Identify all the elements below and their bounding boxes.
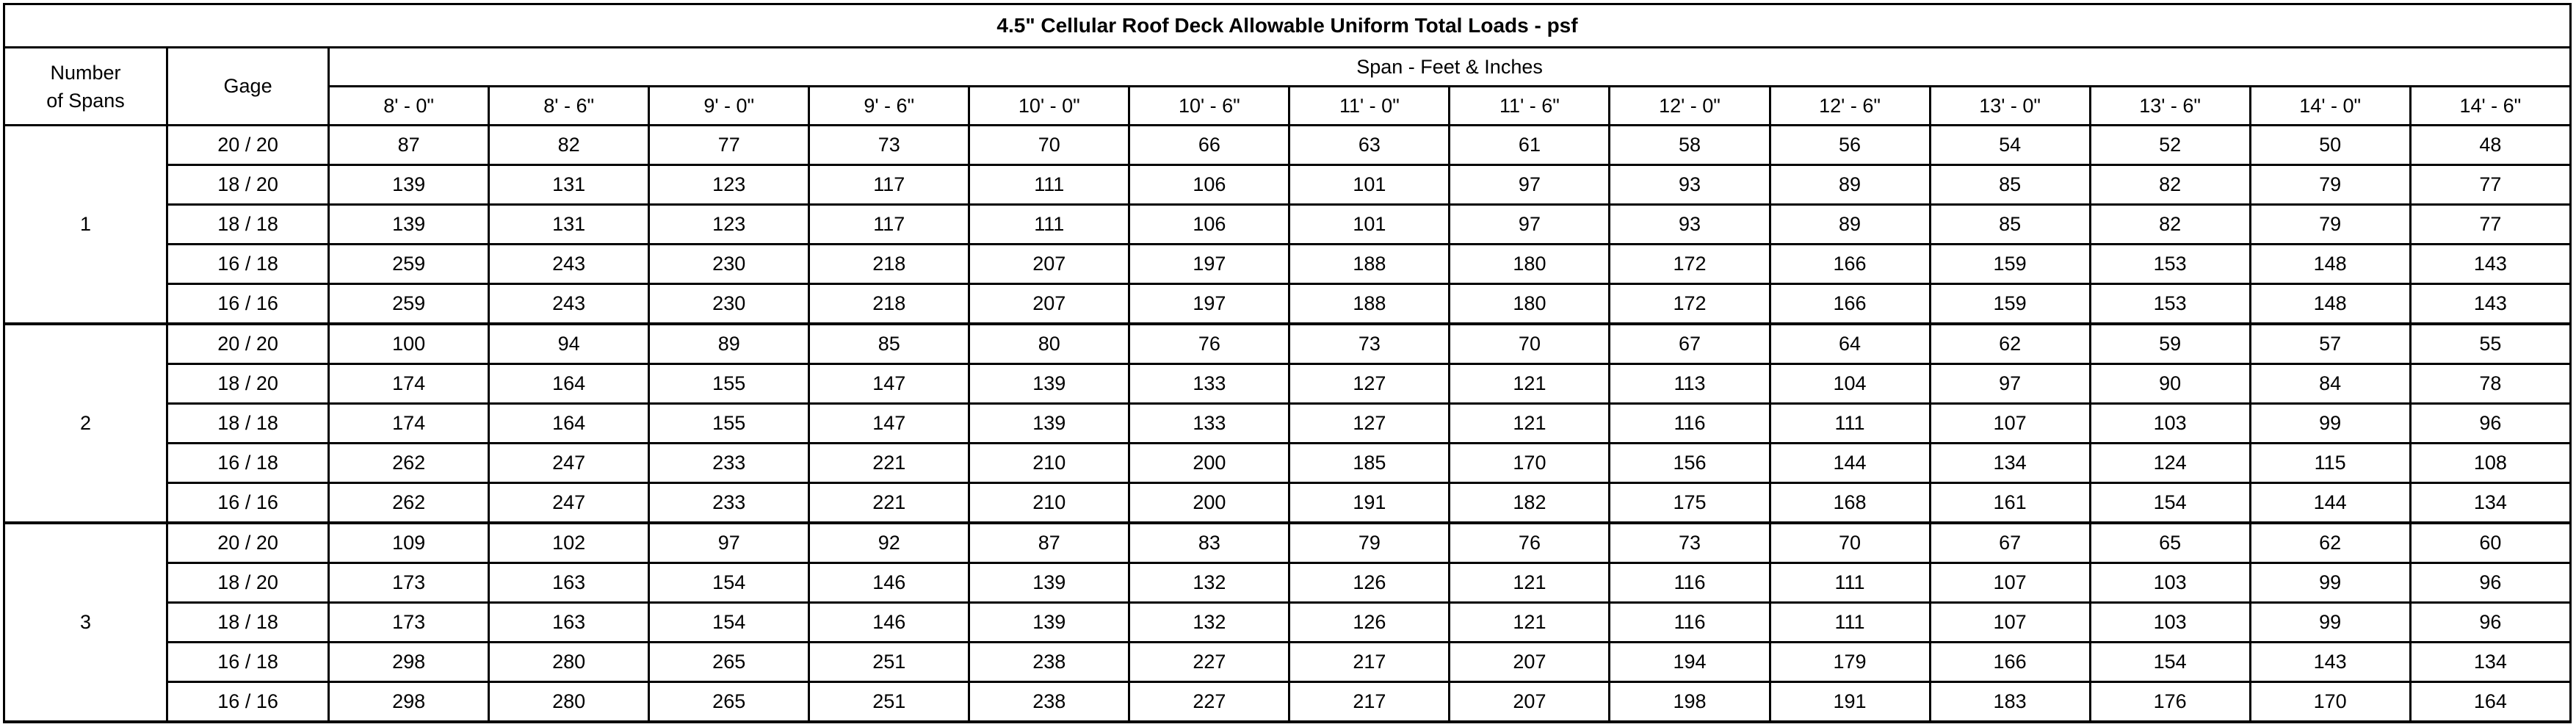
load-value-cell: 156 (1610, 444, 1770, 483)
load-value-cell: 87 (969, 523, 1129, 563)
load-value-cell: 259 (329, 245, 489, 284)
load-value-cell: 121 (1450, 563, 1610, 603)
span-column-header: 9' - 0" (649, 87, 809, 126)
load-value-cell: 298 (329, 682, 489, 723)
load-value-cell: 153 (2090, 245, 2250, 284)
load-value-cell: 73 (1289, 324, 1450, 364)
table-row (4, 523, 2571, 563)
span-column-header: 14' - 6" (2410, 87, 2570, 126)
load-value-cell: 139 (969, 364, 1129, 404)
load-value-cell: 210 (969, 444, 1129, 483)
load-value-cell: 82 (2090, 205, 2250, 245)
load-value-cell: 97 (1930, 364, 2090, 404)
load-value-cell: 103 (2090, 563, 2250, 603)
load-value-cell: 131 (489, 165, 649, 205)
load-value-cell: 96 (2410, 603, 2570, 643)
load-value-cell: 143 (2250, 643, 2410, 682)
load-value-cell: 101 (1289, 205, 1450, 245)
load-value-cell: 243 (489, 245, 649, 284)
load-value-cell: 93 (1610, 165, 1770, 205)
load-value-cell: 83 (1129, 523, 1289, 563)
load-value-cell: 67 (1610, 324, 1770, 364)
gage-header: Gage (167, 48, 329, 126)
load-value-cell: 183 (1930, 682, 2090, 723)
load-value-cell: 97 (1450, 205, 1610, 245)
gage-cell: 16 / 16 (167, 284, 329, 325)
load-value-cell: 92 (809, 523, 969, 563)
table-row (4, 205, 2571, 245)
load-value-cell: 111 (1770, 404, 1930, 444)
load-value-cell: 185 (1289, 444, 1450, 483)
number-of-spans-header (4, 48, 167, 126)
load-value-cell: 126 (1289, 563, 1450, 603)
load-value-cell: 238 (969, 643, 1129, 682)
load-value-cell: 218 (809, 284, 969, 325)
load-value-cell: 173 (329, 603, 489, 643)
load-value-cell: 78 (2410, 364, 2570, 404)
load-value-cell: 210 (969, 483, 1129, 524)
load-value-cell: 233 (649, 444, 809, 483)
load-value-cell: 191 (1289, 483, 1450, 524)
load-value-cell: 134 (2410, 643, 2570, 682)
load-value-cell: 144 (1770, 444, 1930, 483)
load-value-cell: 127 (1289, 364, 1450, 404)
load-value-cell: 133 (1129, 404, 1289, 444)
load-value-cell: 101 (1289, 165, 1450, 205)
load-value-cell: 154 (649, 563, 809, 603)
load-value-cell: 57 (2250, 324, 2410, 364)
load-value-cell: 108 (2410, 444, 2570, 483)
span-column-header: 13' - 6" (2090, 87, 2250, 126)
load-value-cell: 207 (1450, 643, 1610, 682)
load-value-cell: 111 (1770, 603, 1930, 643)
load-value-cell: 96 (2410, 563, 2570, 603)
load-value-cell: 77 (2410, 205, 2570, 245)
load-value-cell: 77 (649, 126, 809, 165)
load-value-cell: 63 (1289, 126, 1450, 165)
load-value-cell: 139 (969, 603, 1129, 643)
load-value-cell: 79 (1289, 523, 1450, 563)
load-value-cell: 164 (489, 364, 649, 404)
load-value-cell: 159 (1930, 284, 2090, 325)
load-value-cell: 113 (1610, 364, 1770, 404)
load-value-cell: 64 (1770, 324, 1930, 364)
load-value-cell: 116 (1610, 563, 1770, 603)
span-column-header: 11' - 0" (1289, 87, 1450, 126)
table-row (4, 404, 2571, 444)
load-value-cell: 188 (1289, 284, 1450, 325)
load-value-cell: 134 (2410, 483, 2570, 524)
table-header (4, 4, 2571, 126)
load-value-cell: 103 (2090, 603, 2250, 643)
load-value-cell: 147 (809, 404, 969, 444)
table-row (4, 364, 2571, 404)
load-value-cell: 175 (1610, 483, 1770, 524)
number-of-spans-header-line1: Number (50, 61, 121, 84)
number-of-spans-cell: 3 (4, 523, 167, 722)
load-value-cell: 96 (2410, 404, 2570, 444)
load-value-cell: 111 (1770, 563, 1930, 603)
load-value-cell: 179 (1770, 643, 1930, 682)
load-value-cell: 146 (809, 563, 969, 603)
number-of-spans-cell: 2 (4, 324, 167, 523)
load-value-cell: 107 (1930, 603, 2090, 643)
gage-cell: 16 / 18 (167, 245, 329, 284)
load-value-cell: 198 (1610, 682, 1770, 723)
load-value-cell: 99 (2250, 404, 2410, 444)
load-value-cell: 200 (1129, 444, 1289, 483)
load-value-cell: 111 (969, 205, 1129, 245)
gage-cell: 18 / 18 (167, 603, 329, 643)
gage-cell: 18 / 20 (167, 364, 329, 404)
load-value-cell: 221 (809, 444, 969, 483)
load-value-cell: 191 (1770, 682, 1930, 723)
load-value-cell: 218 (809, 245, 969, 284)
load-value-cell: 163 (489, 563, 649, 603)
load-value-cell: 154 (649, 603, 809, 643)
load-value-cell: 170 (2250, 682, 2410, 723)
load-value-cell: 76 (1129, 324, 1289, 364)
load-value-cell: 180 (1450, 245, 1610, 284)
load-value-cell: 58 (1610, 126, 1770, 165)
span-column-header: 9' - 6" (809, 87, 969, 126)
load-value-cell: 126 (1289, 603, 1450, 643)
gage-cell: 18 / 18 (167, 205, 329, 245)
load-value-cell: 82 (489, 126, 649, 165)
load-value-cell: 153 (2090, 284, 2250, 325)
load-value-cell: 79 (2250, 165, 2410, 205)
load-value-cell: 174 (329, 404, 489, 444)
load-value-cell: 247 (489, 444, 649, 483)
span-column-header: 11' - 6" (1450, 87, 1610, 126)
load-value-cell: 66 (1129, 126, 1289, 165)
load-value-cell: 139 (969, 404, 1129, 444)
load-value-cell: 89 (1770, 165, 1930, 205)
load-table-container (3, 3, 2572, 723)
load-value-cell: 182 (1450, 483, 1610, 524)
load-value-cell: 123 (649, 165, 809, 205)
table-body (4, 126, 2571, 723)
load-value-cell: 121 (1450, 364, 1610, 404)
load-value-cell: 116 (1610, 603, 1770, 643)
load-value-cell: 106 (1129, 205, 1289, 245)
load-value-cell: 207 (969, 245, 1129, 284)
gage-cell: 20 / 20 (167, 126, 329, 165)
number-of-spans-cell: 1 (4, 126, 167, 325)
load-value-cell: 166 (1770, 245, 1930, 284)
load-value-cell: 106 (1129, 165, 1289, 205)
load-value-cell: 207 (1450, 682, 1610, 723)
load-value-cell: 163 (489, 603, 649, 643)
load-value-cell: 62 (2250, 523, 2410, 563)
load-value-cell: 84 (2250, 364, 2410, 404)
load-value-cell: 94 (489, 324, 649, 364)
load-value-cell: 154 (2090, 483, 2250, 524)
span-column-header: 8' - 6" (489, 87, 649, 126)
load-value-cell: 85 (809, 324, 969, 364)
table-row (4, 483, 2571, 524)
load-value-cell: 217 (1289, 643, 1450, 682)
load-value-cell: 54 (1930, 126, 2090, 165)
load-value-cell: 217 (1289, 682, 1450, 723)
load-value-cell: 176 (2090, 682, 2250, 723)
load-value-cell: 103 (2090, 404, 2250, 444)
load-value-cell: 80 (969, 324, 1129, 364)
table-row (4, 643, 2571, 682)
load-value-cell: 159 (1930, 245, 2090, 284)
load-value-cell: 143 (2410, 245, 2570, 284)
load-value-cell: 164 (489, 404, 649, 444)
table-row (4, 126, 2571, 165)
load-value-cell: 197 (1129, 284, 1289, 325)
load-table (3, 3, 2572, 723)
load-value-cell: 102 (489, 523, 649, 563)
load-value-cell: 87 (329, 126, 489, 165)
load-value-cell: 230 (649, 245, 809, 284)
load-value-cell: 173 (329, 563, 489, 603)
load-value-cell: 133 (1129, 364, 1289, 404)
load-value-cell: 65 (2090, 523, 2250, 563)
load-value-cell: 207 (969, 284, 1129, 325)
gage-cell: 16 / 18 (167, 444, 329, 483)
load-value-cell: 243 (489, 284, 649, 325)
span-column-header: 12' - 0" (1610, 87, 1770, 126)
load-value-cell: 134 (1930, 444, 2090, 483)
load-value-cell: 227 (1129, 682, 1289, 723)
load-value-cell: 70 (1770, 523, 1930, 563)
load-value-cell: 82 (2090, 165, 2250, 205)
load-value-cell: 56 (1770, 126, 1930, 165)
load-value-cell: 55 (2410, 324, 2570, 364)
load-value-cell: 139 (329, 165, 489, 205)
span-column-header: 8' - 0" (329, 87, 489, 126)
load-value-cell: 121 (1450, 603, 1610, 643)
load-value-cell: 280 (489, 682, 649, 723)
load-value-cell: 124 (2090, 444, 2250, 483)
load-value-cell: 79 (2250, 205, 2410, 245)
span-column-header: 10' - 6" (1129, 87, 1289, 126)
load-value-cell: 197 (1129, 245, 1289, 284)
load-value-cell: 60 (2410, 523, 2570, 563)
load-value-cell: 104 (1770, 364, 1930, 404)
load-value-cell: 174 (329, 364, 489, 404)
load-value-cell: 73 (1610, 523, 1770, 563)
load-value-cell: 200 (1129, 483, 1289, 524)
load-value-cell: 155 (649, 364, 809, 404)
load-value-cell: 147 (809, 364, 969, 404)
load-value-cell: 62 (1930, 324, 2090, 364)
span-column-header: 10' - 0" (969, 87, 1129, 126)
load-value-cell: 76 (1450, 523, 1610, 563)
load-value-cell: 123 (649, 205, 809, 245)
load-value-cell: 132 (1129, 603, 1289, 643)
gage-cell: 20 / 20 (167, 523, 329, 563)
load-value-cell: 85 (1930, 205, 2090, 245)
load-value-cell: 100 (329, 324, 489, 364)
load-value-cell: 115 (2250, 444, 2410, 483)
load-value-cell: 148 (2250, 245, 2410, 284)
load-value-cell: 89 (1770, 205, 1930, 245)
table-row (4, 682, 2571, 723)
load-value-cell: 50 (2250, 126, 2410, 165)
gage-cell: 18 / 20 (167, 563, 329, 603)
span-header: Span - Feet & Inches (329, 48, 2571, 87)
load-value-cell: 280 (489, 643, 649, 682)
load-value-cell: 85 (1930, 165, 2090, 205)
table-row (4, 563, 2571, 603)
load-value-cell: 117 (809, 165, 969, 205)
load-value-cell: 48 (2410, 126, 2570, 165)
load-value-cell: 107 (1930, 404, 2090, 444)
table-row (4, 284, 2571, 325)
load-value-cell: 70 (969, 126, 1129, 165)
load-value-cell: 116 (1610, 404, 1770, 444)
gage-cell: 18 / 18 (167, 404, 329, 444)
load-value-cell: 172 (1610, 284, 1770, 325)
load-value-cell: 298 (329, 643, 489, 682)
load-value-cell: 227 (1129, 643, 1289, 682)
load-value-cell: 52 (2090, 126, 2250, 165)
load-value-cell: 164 (2410, 682, 2570, 723)
load-value-cell: 143 (2410, 284, 2570, 325)
load-value-cell: 247 (489, 483, 649, 524)
load-value-cell: 97 (1450, 165, 1610, 205)
load-value-cell: 259 (329, 284, 489, 325)
load-value-cell: 166 (1770, 284, 1930, 325)
gage-cell: 20 / 20 (167, 324, 329, 364)
load-value-cell: 233 (649, 483, 809, 524)
load-value-cell: 59 (2090, 324, 2250, 364)
load-value-cell: 146 (809, 603, 969, 643)
load-value-cell: 99 (2250, 563, 2410, 603)
load-value-cell: 262 (329, 483, 489, 524)
load-value-cell: 170 (1450, 444, 1610, 483)
load-value-cell: 148 (2250, 284, 2410, 325)
load-value-cell: 109 (329, 523, 489, 563)
span-column-header: 13' - 0" (1930, 87, 2090, 126)
load-value-cell: 168 (1770, 483, 1930, 524)
table-row (4, 245, 2571, 284)
load-value-cell: 251 (809, 682, 969, 723)
load-value-cell: 221 (809, 483, 969, 524)
load-value-cell: 161 (1930, 483, 2090, 524)
table-row (4, 444, 2571, 483)
load-value-cell: 166 (1930, 643, 2090, 682)
load-value-cell: 127 (1289, 404, 1450, 444)
load-value-cell: 97 (649, 523, 809, 563)
load-value-cell: 265 (649, 643, 809, 682)
gage-cell: 16 / 16 (167, 483, 329, 524)
table-row (4, 603, 2571, 643)
number-of-spans-header-line2: of Spans (46, 89, 125, 112)
load-value-cell: 265 (649, 682, 809, 723)
span-column-header: 12' - 6" (1770, 87, 1930, 126)
load-value-cell: 188 (1289, 245, 1450, 284)
load-value-cell: 180 (1450, 284, 1610, 325)
load-value-cell: 111 (969, 165, 1129, 205)
gage-cell: 16 / 18 (167, 643, 329, 682)
load-value-cell: 121 (1450, 404, 1610, 444)
load-value-cell: 144 (2250, 483, 2410, 524)
load-value-cell: 99 (2250, 603, 2410, 643)
load-value-cell: 238 (969, 682, 1129, 723)
table-title: 4.5" Cellular Roof Deck Allowable Uniform Total Loads - psf (4, 4, 2571, 48)
load-value-cell: 90 (2090, 364, 2250, 404)
load-value-cell: 67 (1930, 523, 2090, 563)
load-value-cell: 262 (329, 444, 489, 483)
load-value-cell: 117 (809, 205, 969, 245)
load-value-cell: 107 (1930, 563, 2090, 603)
load-value-cell: 154 (2090, 643, 2250, 682)
load-value-cell: 172 (1610, 245, 1770, 284)
load-value-cell: 139 (969, 563, 1129, 603)
load-value-cell: 93 (1610, 205, 1770, 245)
span-column-header: 14' - 0" (2250, 87, 2410, 126)
load-value-cell: 77 (2410, 165, 2570, 205)
load-value-cell: 139 (329, 205, 489, 245)
load-value-cell: 251 (809, 643, 969, 682)
load-value-cell: 155 (649, 404, 809, 444)
load-value-cell: 230 (649, 284, 809, 325)
load-value-cell: 70 (1450, 324, 1610, 364)
load-value-cell: 89 (649, 324, 809, 364)
table-row (4, 324, 2571, 364)
span-columns-row (4, 87, 2571, 126)
table-row (4, 165, 2571, 205)
load-value-cell: 131 (489, 205, 649, 245)
gage-cell: 16 / 16 (167, 682, 329, 723)
load-value-cell: 73 (809, 126, 969, 165)
load-value-cell: 194 (1610, 643, 1770, 682)
gage-cell: 18 / 20 (167, 165, 329, 205)
load-value-cell: 61 (1450, 126, 1610, 165)
load-value-cell: 132 (1129, 563, 1289, 603)
